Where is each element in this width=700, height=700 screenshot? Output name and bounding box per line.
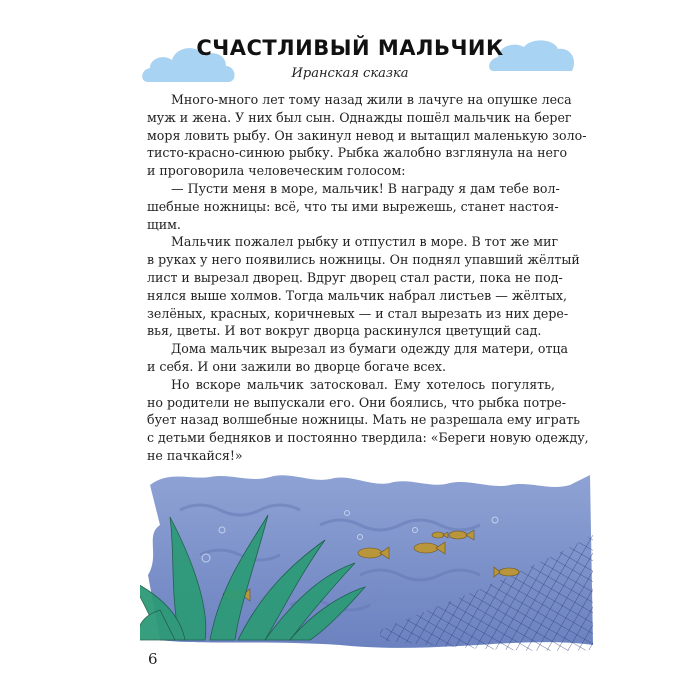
text-line: зелёных, красных, коричневых — и стал вырезать из них дере- [147, 305, 569, 321]
text-line: муж и жена. У них был сын. Однажды пошёл мальчик на берег [147, 109, 572, 125]
paragraph [147, 233, 580, 340]
text-line: но родители не выпускали его. Они боялись, что рыбка потре- [147, 394, 567, 410]
text-line: — Пусти меня в море, мальчик! В награду я дам тебе вол- [171, 180, 560, 196]
text-line: бует назад волшебные ножницы. Мать не разрешала ему играть [147, 412, 581, 428]
text-line: нялся выше холмов. Тогда мальчик набрал листьев — жёлтых, [147, 287, 567, 303]
story-text [147, 91, 589, 465]
story-subtitle: Иранская сказка [291, 66, 409, 81]
sea-illustration [140, 455, 600, 655]
text-line: вья, цветы. И вот вокруг дворца раскинулся цветущий сад. [147, 323, 542, 339]
text-line: и себя. И они зажили во дворце богаче всех. [147, 358, 447, 374]
text-line: тисто-красно-синюю рыбку. Рыбка жалобно взглянула на него [147, 145, 568, 161]
text-line: Но вскоре мальчик затосковал. Ему хотелось погулять, [171, 376, 555, 392]
text-line: Много-много лет тому назад жили в лачуге на опушке леса [171, 92, 572, 107]
text-line: моря ловить рыбу. Он закинул невод и вытащил маленькую золо- [147, 127, 587, 143]
paragraph [147, 376, 589, 465]
text-line: щим. [147, 216, 181, 232]
text-line: Дома мальчик вырезал из бумаги одежду для матери, отца [171, 341, 569, 357]
paragraph [147, 340, 569, 376]
text-line: Мальчик пожалел рыбку и отпустил в море. В тот же миг [171, 234, 559, 250]
paragraph [147, 180, 560, 233]
text-line: шебные ножницы: всё, что ты ими вырежешь, станет настоя- [147, 198, 559, 214]
text-line: в руках у него появились ножницы. Он поднял упавший жёлтый [147, 252, 580, 268]
story-title: СЧАСТЛИВЫЙ МАЛЬЧИК [196, 36, 504, 60]
text-line: не пачкайся!» [147, 447, 243, 463]
paragraph [147, 91, 587, 180]
text-line: лист и вырезал дворец. Вдруг дворец стал расти, пока не под- [147, 269, 563, 285]
text-line: с детьми бедняков и постоянно твердила: «Береги новую одежду, [147, 430, 589, 446]
text-line: и проговорила человеческим голосом: [147, 163, 406, 179]
page-number: 6 [148, 650, 158, 668]
